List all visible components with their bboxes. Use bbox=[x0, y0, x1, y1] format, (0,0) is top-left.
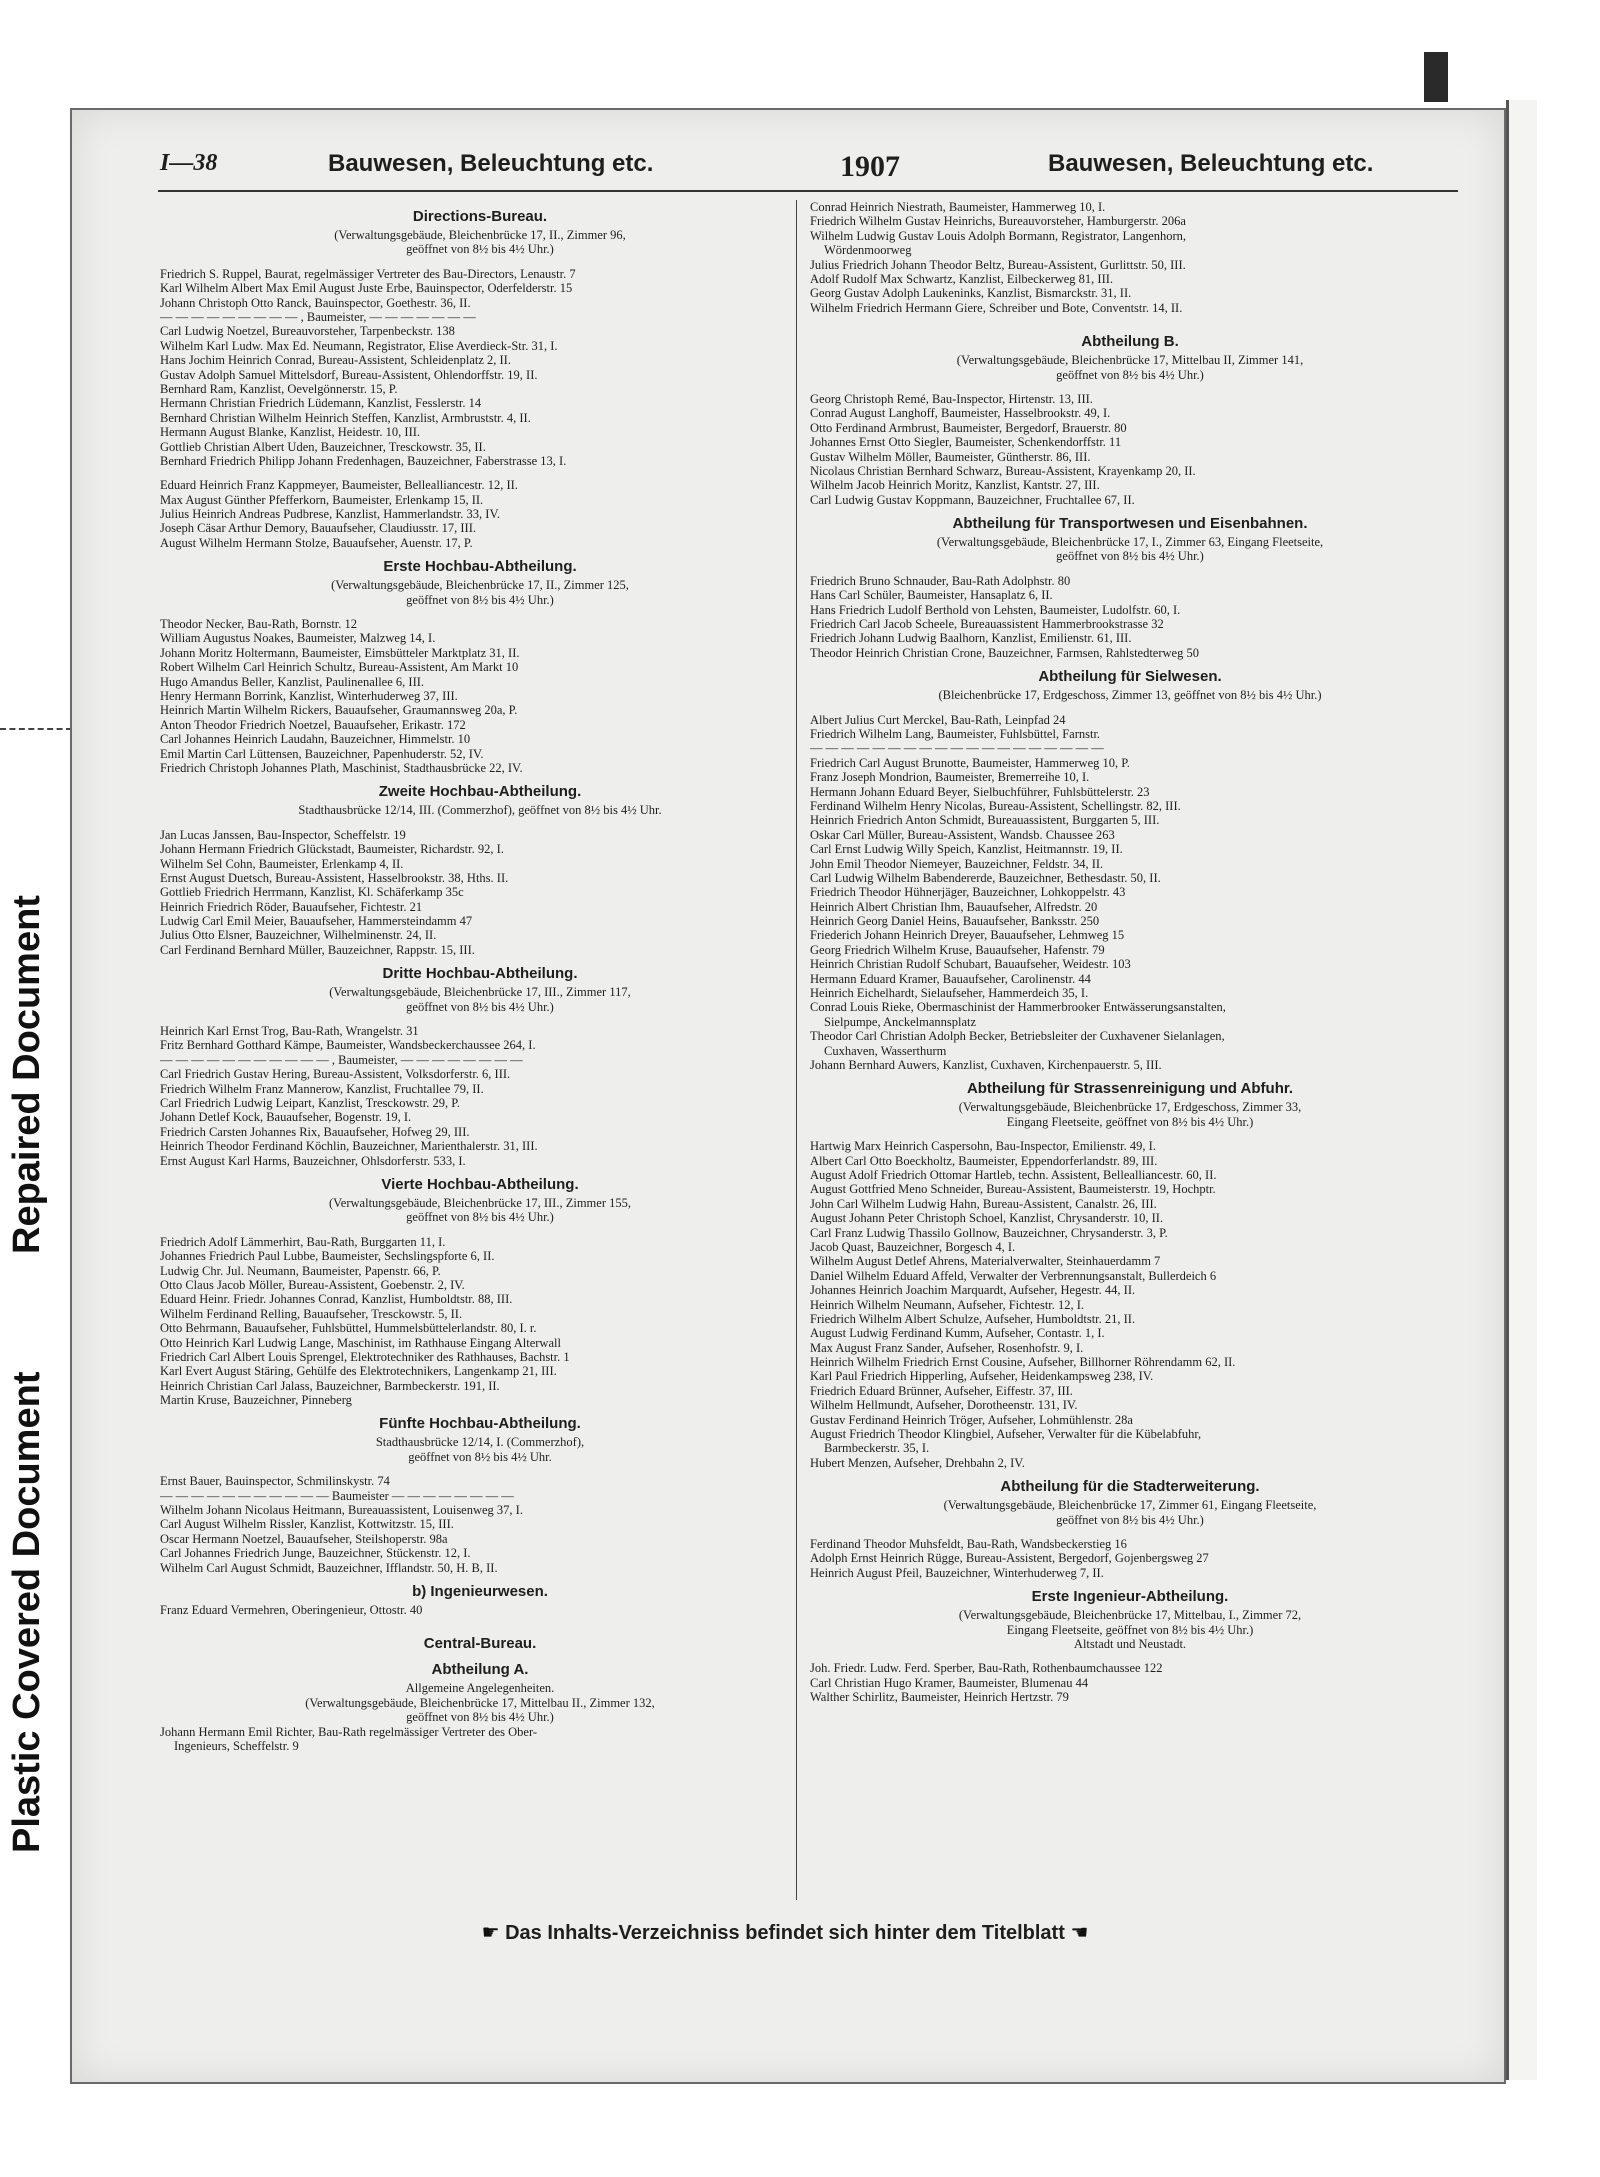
section-title: Abtheilung A. bbox=[431, 1661, 529, 1679]
section-note: geöffnet von 8½ bis 4½ Uhr.) bbox=[406, 1210, 554, 1225]
spacer bbox=[160, 607, 800, 617]
directory-entry: Carl Friedrich Gustav Hering, Bureau-Assistent, Volksdorferstr. 6, III. bbox=[160, 1067, 511, 1082]
right-column bbox=[810, 200, 1450, 1705]
directory-entry: August Wilhelm Hermann Stolze, Bauaufseher, Auenstr. 17, P. bbox=[160, 535, 473, 550]
directory-entry: Carl Ludwig Gustav Koppmann, Bauzeichner, Fruchtallee 67, II. bbox=[810, 492, 1135, 507]
directory-entry: Wilhelm Ludwig Gustav Louis Adolph Bormann, Registrator, Langenhorn, bbox=[810, 228, 1187, 243]
directory-entry: Carl Friedrich Ludwig Leipart, Kanzlist, Tresckowstr. 29, P. bbox=[160, 1096, 460, 1111]
directory-entry: Johann Detlef Kock, Bauaufseher, Bogenstr. 19, I. bbox=[160, 1110, 412, 1125]
directory-entry: Friedrich Eduard Brünner, Aufseher, Eiffestr. 37, III. bbox=[810, 1383, 1073, 1398]
header-year: 1907 bbox=[840, 150, 900, 183]
directory-entry: Henry Hermann Borrink, Kanzlist, Winterhuderweg 37, III. bbox=[160, 689, 458, 703]
directory-entry: Eduard Heinr. Friedr. Johannes Conrad, Kanzlist, Humboldtstr. 88, III. bbox=[160, 1292, 513, 1307]
directory-entry: Otto Claus Jacob Möller, Bureau-Assistent, Goebenstr. 2, IV. bbox=[160, 1277, 465, 1292]
spacer bbox=[160, 1617, 800, 1627]
directory-entry: Carl Ernst Ludwig Willy Speich, Kanzlist, Heitmannstr. 19, II. bbox=[810, 842, 1123, 857]
section-note: (Verwaltungsgebäude, Bleichenbrücke 17, III., Zimmer 117, bbox=[329, 985, 631, 1000]
directory-entry: Otto Ferdinand Armbrust, Baumeister, Bergedorf, Brauerstr. 80 bbox=[810, 420, 1127, 435]
directory-entry: Robert Wilhelm Carl Heinrich Schultz, Bureau-Assistent, Am Markt 10 bbox=[160, 660, 519, 675]
directory-entry: — — — — — — — — — — — — — — — — — — — bbox=[810, 741, 1104, 756]
directory-entry: Fritz Bernhard Gotthard Kämpe, Baumeister, Wandsbeckerchaussee 264, I. bbox=[160, 1038, 536, 1053]
directory-entry: Friedrich Wilhelm Lang, Baumeister, Fuhlsbüttel, Farnstr. bbox=[810, 727, 1101, 742]
directory-entry: Bernhard Friedrich Philipp Johann Fredenhagen, Bauzeichner, Faberstrasse 13, I. bbox=[160, 453, 567, 468]
directory-entry: Franz Joseph Mondrion, Baumeister, Bremerreihe 10, I. bbox=[810, 770, 1090, 785]
section-note: (Verwaltungsgebäude, Bleichenbrücke 17, Mittelbau II., Zimmer 132, bbox=[305, 1695, 655, 1710]
directory-entry: Ernst Bauer, Bauinspector, Schmilinskystr. 74 bbox=[160, 1474, 390, 1489]
section-title: Erste Ingenieur-Abtheilung. bbox=[1031, 1588, 1229, 1606]
directory-entry: John Emil Theodor Niemeyer, Bauzeichner, Feldstr. 34, II. bbox=[810, 856, 1104, 871]
directory-entry: Martin Kruse, Bauzeichner, Pinneberg bbox=[160, 1393, 352, 1408]
directory-entry: Friedrich Wilhelm Albert Schulze, Aufseher, Humboldtstr. 21, II. bbox=[810, 1311, 1136, 1326]
directory-entry: Hubert Menzen, Aufseher, Drehbahn 2, IV. bbox=[810, 1455, 1025, 1470]
spacer bbox=[160, 1225, 800, 1235]
spacer bbox=[810, 703, 1450, 713]
directory-entry: Heinrich Wilhelm Friedrich Ernst Cousine, Aufseher, Billhorner Röhrendamm 62, II. bbox=[810, 1355, 1236, 1370]
directory-entry: Wilhelm Johann Nicolaus Heitmann, Bureauassistent, Louisenweg 37, I. bbox=[160, 1503, 523, 1518]
directory-entry: Carl Christian Hugo Kramer, Baumeister, Blumenau 44 bbox=[810, 1675, 1089, 1690]
directory-entry: Julius Heinrich Andreas Pudbrese, Kanzlist, Hammerlandstr. 33, IV. bbox=[160, 507, 500, 522]
section-title: Vierte Hochbau-Abtheilung. bbox=[381, 1175, 579, 1193]
directory-entry: Heinrich Theodor Ferdinand Köchlin, Bauzeichner, Marienthalerstr. 31, III. bbox=[160, 1139, 538, 1154]
section-note: Altstadt und Neustadt. bbox=[1073, 1636, 1187, 1651]
directory-entry: Friedrich Carl August Brunotte, Baumeister, Hammerweg 10, P. bbox=[810, 755, 1130, 770]
directory-entry: Johann Christoph Otto Ranck, Bauinspector, Goethestr. 36, II. bbox=[160, 295, 471, 310]
directory-entry: Ferdinand Theodor Muhsfeldt, Bau-Rath, Wandsbeckerstieg 16 bbox=[810, 1537, 1127, 1551]
section-note: (Verwaltungsgebäude, Bleichenbrücke 17, II., Zimmer 125, bbox=[331, 578, 629, 593]
directory-entry: Hans Jochim Heinrich Conrad, Bureau-Assistent, Schleidenplatz 2, II. bbox=[160, 353, 511, 368]
directory-entry: Otto Behrmann, Bauaufseher, Fuhlsbüttel, Hummelsbüttelerlandstr. 80, I. r. bbox=[160, 1321, 537, 1336]
section-note: geöffnet von 8½ bis 4½ Uhr.) bbox=[406, 242, 554, 257]
directory-entry: John Carl Wilhelm Ludwig Hahn, Bureau-Assistent, Canalstr. 26, III. bbox=[810, 1196, 1157, 1211]
directory-entry: Albert Julius Curt Merckel, Bau-Rath, Leinpfad 24 bbox=[810, 712, 1066, 727]
pointing-hand-right-icon: ☛ bbox=[481, 1922, 500, 1944]
footer-text: Das Inhalts-Verzeichniss befindet sich hinter dem Titelblatt bbox=[505, 1922, 1065, 1944]
directory-entry: Anton Theodor Friedrich Noetzel, Bauaufseher, Erikastr. 172 bbox=[160, 717, 466, 732]
plastic-covered-label: Plastic Covered Document bbox=[6, 1371, 48, 1853]
repaired-document-label: Repaired Document bbox=[6, 895, 48, 1254]
directory-entry: Oskar Carl Müller, Bureau-Assistent, Wandsb. Chaussee 263 bbox=[810, 827, 1115, 842]
footer-notice bbox=[90, 1920, 1480, 1945]
directory-entry: Gottlieb Christian Albert Uden, Bauzeichner, Tresckowstr. 35, II. bbox=[160, 439, 486, 454]
directory-entry: Nicolaus Christian Bernhard Schwarz, Bureau-Assistent, Krayenkamp 20, II. bbox=[810, 463, 1196, 478]
directory-entry: Wilhelm Jacob Heinrich Moritz, Kanzlist, Kantstr. 27, III. bbox=[810, 478, 1100, 493]
directory-entry: Heinrich Friedrich Anton Schmidt, Bureauassistent, Burggarten 5, III. bbox=[810, 813, 1160, 828]
directory-entry: Ernst August Duetsch, Bureau-Assistent, Hasselbrookstr. 38, Hths. II. bbox=[160, 870, 509, 885]
section-note: geöffnet von 8½ bis 4½ Uhr.) bbox=[1056, 1512, 1204, 1527]
directory-entry: Theodor Heinrich Christian Crone, Bauzeichner, Farmsen, Rahlstedterweg 50 bbox=[810, 645, 1199, 660]
section-note: geöffnet von 8½ bis 4½ Uhr.) bbox=[1056, 367, 1204, 382]
directory-entry: Hartwig Marx Heinrich Caspersohn, Bau-Inspector, Emilienstr. 49, I. bbox=[810, 1139, 1156, 1154]
section-note: Stadthausbrücke 12/14, III. (Commerzhof), geöffnet von 8½ bis 4½ Uhr. bbox=[298, 803, 662, 818]
section-note: (Verwaltungsgebäude, Bleichenbrücke 17, Mittelbau, I., Zimmer 72, bbox=[958, 1608, 1302, 1623]
header-rule bbox=[158, 190, 1458, 192]
directory-entry: Hermann Eduard Kramer, Bauaufseher, Carolinenstr. 44 bbox=[810, 971, 1091, 986]
directory-entry: Albert Carl Otto Boeckholtz, Baumeister, Eppendorferlandstr. 89, III. bbox=[810, 1153, 1158, 1168]
directory-entry: August Johann Peter Christoph Schoel, Kanzlist, Chrysanderstr. 10, II. bbox=[810, 1211, 1164, 1226]
directory-entry: Friederich Johann Heinrich Dreyer, Bauaufseher, Lehmweg 15 bbox=[810, 928, 1125, 943]
directory-entry: Georg Christoph Remé, Bau-Inspector, Hirtenstr. 13, III. bbox=[810, 391, 1093, 406]
section-note: (Verwaltungsgebäude, Bleichenbrücke 17, III., Zimmer 155, bbox=[329, 1195, 631, 1210]
directory-entry: Hugo Amandus Beller, Kanzlist, Paulinenallee 6, III. bbox=[160, 674, 425, 689]
directory-entry: Walther Schirlitz, Baumeister, Heinrich Hertzstr. 79 bbox=[810, 1690, 1069, 1705]
right-page-edge bbox=[1506, 100, 1537, 2080]
section-note: (Verwaltungsgebäude, Bleichenbrücke 17, I., Zimmer 63, Eingang Fleetseite, bbox=[936, 535, 1324, 550]
section-note: geöffnet von 8½ bis 4½ Uhr.) bbox=[406, 999, 554, 1014]
entry-continuation: Sielpumpe, Anckelmannsplatz bbox=[824, 1014, 977, 1029]
directory-entry: Friedrich S. Ruppel, Baurat, regelmässiger Vertreter des Bau-Directors, Lenaustr. 7 bbox=[160, 266, 576, 281]
directory-entry: Joseph Cäsar Arthur Demory, Bauaufseher, Claudiusstr. 17, III. bbox=[160, 521, 476, 536]
directory-entry: Ludwig Chr. Jul. Neumann, Baumeister, Papenstr. 66, P. bbox=[160, 1263, 441, 1278]
directory-entry: Max August Günther Pfefferkorn, Baumeister, Erlenkamp 15, II. bbox=[160, 492, 484, 507]
directory-entry: Heinrich Eichelhardt, Sielaufseher, Hammerdeich 35, I. bbox=[810, 986, 1089, 1001]
directory-entry: Georg Friedrich Wilhelm Kruse, Bauaufseher, Hafenstr. 79 bbox=[810, 942, 1105, 957]
section-title: Abtheilung B. bbox=[1081, 333, 1179, 351]
directory-entry: Ferdinand Wilhelm Henry Nicolas, Bureau-Assistent, Schellingstr. 82, III. bbox=[810, 798, 1181, 813]
directory-entry: Carl Ludwig Wilhelm Babendererde, Bauzeichner, Bethesdastr. 50, II. bbox=[810, 870, 1161, 885]
directory-entry: August Gottfried Meno Schneider, Bureau-Assistent, Baumeisterstr. 19, Hochptr. bbox=[810, 1182, 1216, 1197]
directory-entry: August Adolf Friedrich Ottomar Hartleb, techn. Assistent, Bellealliancestr. 60, II. bbox=[810, 1167, 1217, 1182]
column-divider bbox=[796, 200, 797, 1900]
directory-entry: Friedrich Wilhelm Gustav Heinrichs, Bureauvorsteher, Hamburgerstr. 206a bbox=[810, 214, 1186, 229]
directory-entry: William Augustus Noakes, Baumeister, Malzweg 14, I. bbox=[160, 631, 436, 646]
section-note: geöffnet von 8½ bis 4½ Uhr.) bbox=[406, 592, 554, 607]
section-note: Eingang Fleetseite, geöffnet von 8½ bis 4½ Uhr.) bbox=[1006, 1622, 1254, 1637]
header-left-title: Bauwesen, Beleuchtung etc. bbox=[328, 150, 654, 177]
directory-entry: Heinrich August Pfeil, Bauzeichner, Winterhuderweg 7, II. bbox=[810, 1565, 1104, 1580]
entry-continuation: Cuxhaven, Wasserthurm bbox=[824, 1043, 947, 1058]
section-title: Central-Bureau. bbox=[423, 1635, 537, 1653]
directory-entry: Adolph Ernst Heinrich Rügge, Bureau-Assistent, Bergedorf, Gojenbergsweg 27 bbox=[810, 1551, 1209, 1566]
section-note: (Verwaltungsgebäude, Bleichenbrücke 17, Mittelbau II, Zimmer 141, bbox=[956, 353, 1304, 368]
spacer bbox=[810, 564, 1450, 574]
directory-entry: Johannes Heinrich Joachim Marquardt, Aufseher, Hegestr. 44, II. bbox=[810, 1283, 1136, 1298]
section-note: (Verwaltungsgebäude, Bleichenbrücke 17, Zimmer 61, Eingang Fleetseite, bbox=[943, 1498, 1317, 1513]
directory-entry: Johann Hermann Friedrich Glückstadt, Baumeister, Richardstr. 92, I. bbox=[160, 842, 504, 857]
directory-entry: Karl Paul Friedrich Hipperling, Aufseher, Heidenkampsweg 238, IV. bbox=[810, 1369, 1154, 1384]
directory-entry: Carl Ferdinand Bernhard Müller, Bauzeichner, Rappstr. 15, III. bbox=[160, 942, 475, 957]
directory-entry: Wilhelm Friedrich Hermann Giere, Schreiber und Bote, Conventstr. 14, II. bbox=[810, 300, 1183, 315]
spacer bbox=[160, 1464, 800, 1474]
directory-entry: Friedrich Adolf Lämmerhirt, Bau-Rath, Burggarten 11, I. bbox=[160, 1234, 446, 1249]
directory-entry: Friedrich Wilhelm Franz Mannerow, Kanzlist, Fruchtallee 79, II. bbox=[160, 1081, 484, 1096]
spacer bbox=[810, 315, 1450, 325]
directory-entry: Wilhelm Carl August Schmidt, Bauzeichner, Ifflandstr. 50, H. B, II. bbox=[160, 1560, 498, 1575]
spacer bbox=[810, 382, 1450, 392]
directory-entry: Johann Bernhard Auwers, Kanzlist, Cuxhaven, Kirchenpauerstr. 5, III. bbox=[810, 1058, 1162, 1072]
section-note: geöffnet von 8½ bis 4½ Uhr.) bbox=[406, 1710, 554, 1725]
directory-entry: Daniel Wilhelm Eduard Affeld, Verwalter der Verbrennungsanstalt, Bullerdeich 6 bbox=[810, 1268, 1217, 1283]
section-note: geöffnet von 8½ bis 4½ Uhr.) bbox=[1056, 549, 1204, 564]
directory-entry: Friedrich Christoph Johannes Plath, Maschinist, Stadthausbrücke 22, IV. bbox=[160, 760, 523, 775]
directory-entry: Julius Friedrich Johann Theodor Beltz, Bureau-Assistent, Gurlittstr. 50, III. bbox=[810, 257, 1186, 272]
spacer bbox=[160, 468, 800, 478]
directory-entry: Heinrich Martin Wilhelm Rickers, Bauaufseher, Graumannsweg 20a, P. bbox=[160, 703, 518, 718]
section-title: b) Ingenieurwesen. bbox=[412, 1583, 548, 1601]
directory-entry: Wilhelm August Detlef Ahrens, Materialverwalter, Steinhauerdamm 7 bbox=[810, 1254, 1161, 1269]
spacer bbox=[160, 257, 800, 267]
directory-entry: Carl August Wilhelm Rissler, Kanzlist, Kottwitzstr. 15, III. bbox=[160, 1517, 454, 1532]
header-right-title: Bauwesen, Beleuchtung etc. bbox=[1048, 150, 1374, 177]
directory-entry: Friedrich Bruno Schnauder, Bau-Rath Adolphstr. 80 bbox=[810, 573, 1071, 588]
directory-entry: Hans Friedrich Ludolf Berthold von Lehsten, Baumeister, Ludolfstr. 60, I. bbox=[810, 602, 1181, 617]
directory-entry: Hermann Johann Eduard Beyer, Sielbuchführer, Fuhlsbüttelerstr. 23 bbox=[810, 784, 1150, 799]
left-column bbox=[160, 200, 800, 1753]
directory-entry: Johannes Friedrich Paul Lubbe, Baumeister, Sechslingspforte 6, II. bbox=[160, 1249, 495, 1264]
directory-entry: Conrad August Langhoff, Baumeister, Hasselbrookstr. 49, I. bbox=[810, 406, 1111, 421]
directory-entry: Wilhelm Ferdinand Relling, Bauaufseher, Tresckowstr. 5, II. bbox=[160, 1306, 463, 1321]
directory-entry: Gustav Adolph Samuel Mittelsdorf, Bureau-Assistent, Ohlendorffstr. 19, II. bbox=[160, 367, 538, 382]
spacer bbox=[810, 1651, 1450, 1661]
section-note: Allgemeine Angelegenheiten. bbox=[405, 1681, 555, 1696]
directory-entry: Heinrich Albert Christian Ihm, Bauaufseher, Alfredstr. 20 bbox=[810, 899, 1098, 914]
directory-entry: Oscar Hermann Noetzel, Bauaufseher, Steilshoperstr. 98a bbox=[160, 1531, 448, 1546]
section-title: Abtheilung für Sielwesen. bbox=[1038, 668, 1222, 686]
directory-entry: Heinrich Friedrich Röder, Bauaufseher, Fichtestr. 21 bbox=[160, 899, 423, 914]
directory-entry: Friedrich Johann Ludwig Baalhorn, Kanzlist, Emilienstr. 61, III. bbox=[810, 631, 1132, 646]
directory-entry: Joh. Friedr. Ludw. Ferd. Sperber, Bau-Rath, Rothenbaumchaussee 122 bbox=[810, 1661, 1163, 1676]
section-note: (Verwaltungsgebäude, Bleichenbrücke 17, II., Zimmer 96, bbox=[334, 228, 626, 242]
directory-entry: Wilhelm Sel Cohn, Baumeister, Erlenkamp 4, II. bbox=[160, 856, 404, 871]
directory-entry: Carl Johannes Heinrich Laudahn, Bauzeichner, Himmelstr. 10 bbox=[160, 732, 471, 747]
section-title: Fünfte Hochbau-Abtheilung. bbox=[379, 1415, 581, 1433]
directory-entry: Heinrich Wilhelm Neumann, Aufseher, Fichtestr. 12, I. bbox=[810, 1297, 1085, 1312]
directory-entry: Georg Gustav Adolph Laukeninks, Kanzlist, Bismarckstr. 31, II. bbox=[810, 286, 1132, 301]
section-title: Directions-Bureau. bbox=[412, 208, 548, 225]
directory-entry: Heinrich Christian Carl Jalass, Bauzeichner, Barmbeckerstr. 191, II. bbox=[160, 1378, 500, 1393]
directory-entry: Otto Heinrich Karl Ludwig Lange, Maschinist, im Rathhause Eingang Alterwall bbox=[160, 1335, 561, 1350]
directory-entry: Heinrich Christian Rudolf Schubart, Bauaufseher, Weidestr. 103 bbox=[810, 957, 1131, 972]
directory-entry: Ernst August Karl Harms, Bauzeichner, Ohlsdorferstr. 533, I. bbox=[160, 1153, 466, 1168]
directory-entry: Wilhelm Hellmundt, Aufseher, Dorotheenstr. 131, IV. bbox=[810, 1398, 1078, 1413]
directory-entry: Franz Eduard Vermehren, Oberingenieur, Ottostr. 40 bbox=[160, 1603, 423, 1618]
directory-entry: August Friedrich Theodor Klingbiel, Aufseher, Verwalter für die Kübelabfuhr, bbox=[810, 1427, 1202, 1442]
directory-entry: Conrad Heinrich Niestrath, Baumeister, Hammerweg 10, I. bbox=[810, 200, 1106, 214]
section-note: Eingang Fleetseite, geöffnet von 8½ bis 4½ Uhr.) bbox=[1006, 1114, 1254, 1129]
directory-entry: Johannes Ernst Otto Siegler, Baumeister, Schenkendorffstr. 11 bbox=[810, 435, 1122, 450]
directory-entry: Johann Moritz Holtermann, Baumeister, Eimsbütteler Marktplatz 31, II. bbox=[160, 645, 520, 660]
pointing-hand-left-icon: ☚ bbox=[1070, 1922, 1089, 1944]
directory-entry: Adolf Rudolf Max Schwartz, Kanzlist, Eilbeckerweg 81, III. bbox=[810, 271, 1114, 286]
directory-entry: Friedrich Carl Jacob Scheele, Bureauassistent Hammerbrookstrasse 32 bbox=[810, 617, 1164, 632]
section-title: Abtheilung für die Stadterweiterung. bbox=[1000, 1478, 1260, 1496]
directory-entry: Johann Hermann Emil Richter, Bau-Rath regelmässiger Vertreter des Ober- bbox=[160, 1724, 538, 1739]
directory-entry: Julius Otto Elsner, Bauzeichner, Wilhelminenstr. 24, II. bbox=[160, 928, 437, 943]
entry-continuation: Barmbeckerstr. 35, I. bbox=[824, 1441, 930, 1456]
directory-entry: Karl Wilhelm Albert Max Emil August Juste Erbe, Bauinspector, Oderfelderstr. 15 bbox=[160, 281, 573, 296]
directory-entry: — — — — — — — — — — — , Baumeister, — — — — — — — — bbox=[160, 1052, 523, 1067]
directory-entry: Eduard Heinrich Franz Kappmeyer, Baumeister, Bellealliancestr. 12, II. bbox=[160, 478, 518, 493]
directory-entry: Friedrich Theodor Hühnerjäger, Bauzeichner, Lohkoppelstr. 43 bbox=[810, 885, 1126, 900]
directory-entry: Gustav Wilhelm Möller, Baumeister, Güntherstr. 86, III. bbox=[810, 449, 1091, 464]
scan-edge-mark bbox=[1424, 52, 1448, 102]
directory-entry: Bernhard Christian Wilhelm Heinrich Steffen, Kanzlist, Armbruststr. 4, II. bbox=[160, 410, 531, 425]
directory-entry: Conrad Louis Rieke, Obermaschinist der Hammerbrooker Entwässerungsanstalten, bbox=[810, 1000, 1226, 1015]
directory-entry: Gustav Ferdinand Heinrich Tröger, Aufseher, Lohmühlenstr. 28a bbox=[810, 1412, 1133, 1427]
directory-entry: Carl Franz Ludwig Thassilo Gollnow, Bauzeichner, Chrysanderstr. 3, P. bbox=[810, 1225, 1168, 1240]
section-note: (Bleichenbrücke 17, Erdgeschoss, Zimmer 13, geöffnet von 8½ bis 4½ Uhr.) bbox=[938, 688, 1322, 703]
page-number: I—38 bbox=[160, 150, 218, 176]
section-note: Stadthausbrücke 12/14, I. (Commerzhof), bbox=[375, 1435, 585, 1450]
directory-entry: Hermann August Blanke, Kanzlist, Heidestr. 10, III. bbox=[160, 425, 421, 440]
directory-entry: Friedrich Carsten Johannes Rix, Bauaufseher, Hofweg 29, III. bbox=[160, 1124, 470, 1139]
directory-entry: Heinrich Georg Daniel Heins, Bauaufseher, Banksstr. 250 bbox=[810, 914, 1100, 929]
directory-entry: Theodor Carl Christian Adolph Becker, Betriebsleiter der Cuxhavener Sielanlagen, bbox=[810, 1029, 1225, 1044]
directory-entry: Jacob Quast, Bauzeichner, Borgesch 4, I. bbox=[810, 1239, 1016, 1254]
section-title: Erste Hochbau-Abtheilung. bbox=[383, 558, 577, 576]
directory-entry: Friedrich Carl Albert Louis Sprengel, Elektrotechniker des Rathhauses, Bachstr. 1 bbox=[160, 1349, 570, 1364]
section-title: Abtheilung für Strassenreinigung und Abfuhr. bbox=[966, 1080, 1294, 1098]
section-title: Zweite Hochbau-Abtheilung. bbox=[378, 783, 582, 801]
directory-entry: Carl Ludwig Noetzel, Bureauvorsteher, Tarpenbeckstr. 138 bbox=[160, 324, 455, 339]
directory-entry: August Ludwig Ferdinand Kumm, Aufseher, Contastr. 1, I. bbox=[810, 1326, 1105, 1341]
spacer bbox=[160, 818, 800, 828]
entry-continuation: Wördenmoorweg bbox=[824, 243, 912, 258]
spacer bbox=[810, 1527, 1450, 1537]
directory-entry: Hermann Christian Friedrich Lüdemann, Kanzlist, Fesslerstr. 14 bbox=[160, 396, 482, 411]
directory-entry: Hans Carl Schüler, Baumeister, Hansaplatz 6, II. bbox=[810, 588, 1053, 603]
section-note: (Verwaltungsgebäude, Bleichenbrücke 17, Erdgeschoss, Zimmer 33, bbox=[958, 1100, 1302, 1115]
directory-entry: Ludwig Carl Emil Meier, Bauaufseher, Hammersteindamm 47 bbox=[160, 914, 473, 929]
section-title: Abtheilung für Transportwesen und Eisenbahnen. bbox=[952, 515, 1308, 533]
directory-entry: Karl Evert August Stäring, Gehülfe des Elektrotechnikers, Langenkamp 21, III. bbox=[160, 1364, 557, 1379]
directory-entry: Emil Martin Carl Lüttensen, Bauzeichner, Papenhuderstr. 52, IV. bbox=[160, 746, 484, 761]
directory-entry: — — — — — — — — — , Baumeister, — — — — — — — bbox=[160, 309, 476, 324]
directory-entry: Jan Lucas Janssen, Bau-Inspector, Scheffelstr. 19 bbox=[160, 827, 406, 842]
directory-entry: Bernhard Ram, Kanzlist, Oevelgönnerstr. 15, P. bbox=[160, 381, 398, 396]
directory-entry: Heinrich Karl Ernst Trog, Bau-Rath, Wrangelstr. 31 bbox=[160, 1024, 419, 1039]
entry-continuation: Ingenieurs, Scheffelstr. 9 bbox=[174, 1739, 299, 1754]
directory-entry: Wilhelm Karl Ludw. Max Ed. Neumann, Registrator, Elise Averdieck-Str. 31, I. bbox=[160, 338, 558, 353]
section-note: geöffnet von 8½ bis 4½ Uhr. bbox=[408, 1449, 552, 1464]
directory-entry: Gottlieb Friedrich Herrmann, Kanzlist, Kl. Schäferkamp 35c bbox=[160, 885, 464, 900]
side-dashed-line bbox=[0, 728, 72, 730]
directory-entry: — — — — — — — — — — — Baumeister — — — — — — — — bbox=[160, 1488, 514, 1503]
directory-entry: Theodor Necker, Bau-Rath, Bornstr. 12 bbox=[160, 617, 358, 632]
directory-entry: Carl Johannes Friedrich Junge, Bauzeichner, Stückenstr. 12, I. bbox=[160, 1546, 471, 1561]
section-title: Dritte Hochbau-Abtheilung. bbox=[382, 965, 578, 983]
spacer bbox=[810, 1129, 1450, 1139]
page-header bbox=[90, 150, 1480, 190]
spacer bbox=[160, 1014, 800, 1024]
directory-entry: Max August Franz Sander, Aufseher, Rosenhofstr. 9, I. bbox=[810, 1340, 1084, 1355]
